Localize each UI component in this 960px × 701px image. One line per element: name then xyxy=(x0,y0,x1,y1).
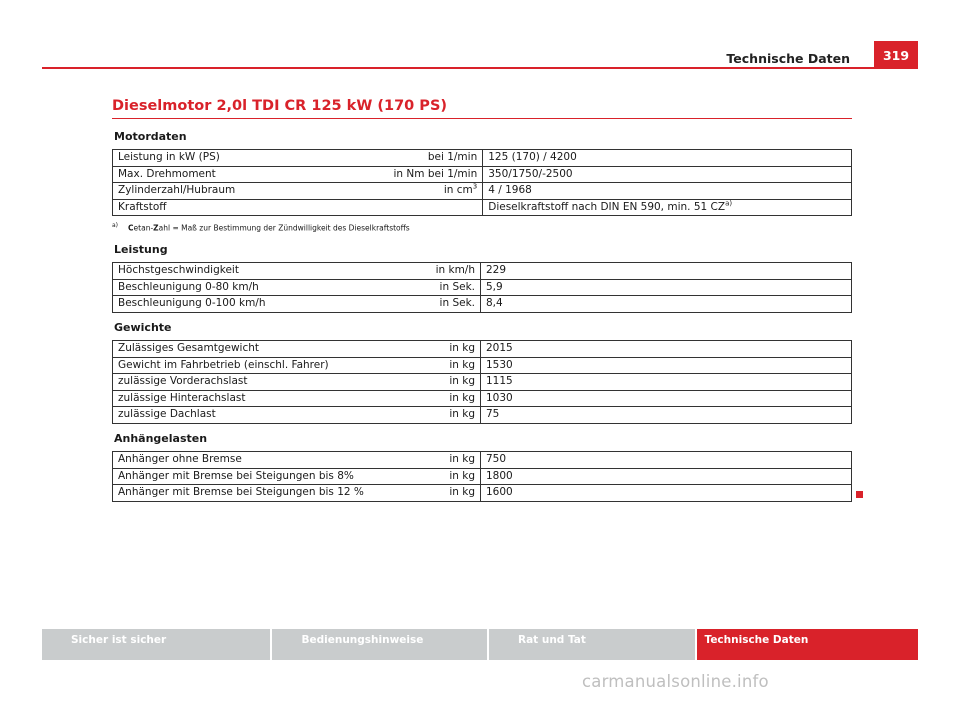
row-value xyxy=(483,199,852,216)
table-row xyxy=(113,452,852,469)
table-row xyxy=(113,166,852,183)
leistung-heading: Leistung xyxy=(114,243,168,256)
row-label: Anhänger mit Bremse bei Steigungen bis 12 % xyxy=(113,485,389,502)
gewichte-heading: Gewichte xyxy=(114,321,172,334)
end-of-section-square-icon xyxy=(856,491,863,498)
row-value: 1030 xyxy=(481,390,852,407)
row-unit: in kg xyxy=(389,468,481,485)
row-value: 75 xyxy=(481,407,852,424)
row-label: Max. Drehmoment xyxy=(113,166,389,183)
anhaengelasten-heading: Anhängelasten xyxy=(114,432,208,445)
row-label: Gewicht im Fahrbetrieb (einschl. Fahrer) xyxy=(113,357,389,374)
row-value: 350/1750/-2500 xyxy=(483,166,852,183)
row-unit xyxy=(389,183,483,200)
row-unit: in Nm bei 1/min xyxy=(389,166,483,183)
table-row xyxy=(113,150,852,167)
watermark: carmanualsonline.info xyxy=(582,672,769,691)
row-value: 229 xyxy=(481,263,852,280)
section-title: Dieselmotor 2,0l TDI CR 125 kW (170 PS) xyxy=(112,98,448,114)
footnote xyxy=(112,222,410,233)
row-value: 1800 xyxy=(481,468,852,485)
footer-tab-rat-und-tat[interactable]: Rat und Tat xyxy=(489,629,695,660)
table-row xyxy=(113,341,852,358)
footer-tab-bedienungshinweise[interactable]: Bedienungshinweise xyxy=(272,629,487,660)
row-value: 8,4 xyxy=(481,296,852,313)
header-title: Technische Daten xyxy=(726,51,850,66)
footer-tab-technische-daten[interactable]: Technische Daten xyxy=(697,629,918,660)
row-label: Zylinderzahl/Hubraum xyxy=(113,183,389,200)
gewichte-table xyxy=(112,340,852,424)
row-unit: bei 1/min xyxy=(389,150,483,167)
row-label: Kraftstoff xyxy=(113,199,389,216)
footnote-bold-c: C xyxy=(128,223,134,233)
footnote-mark: a) xyxy=(112,222,119,229)
leistung-table xyxy=(112,262,852,313)
header-rule xyxy=(42,67,918,69)
row-value: 1530 xyxy=(481,357,852,374)
table-row xyxy=(113,279,852,296)
table-row xyxy=(113,390,852,407)
row-unit: in Sek. xyxy=(389,296,481,313)
page-number-badge: 319 xyxy=(874,41,918,67)
table-row xyxy=(113,468,852,485)
footnote-bold-z: Z xyxy=(153,223,159,233)
table-row xyxy=(113,183,852,200)
footnote-reference: a) xyxy=(725,199,733,208)
footnote-text-1: etan- xyxy=(133,223,154,233)
anhaengelasten-table xyxy=(112,451,852,502)
row-value: 750 xyxy=(481,452,852,469)
motordaten-heading: Motordaten xyxy=(114,130,187,143)
row-label: Beschleunigung 0-100 km/h xyxy=(113,296,389,313)
table-row xyxy=(113,199,852,216)
row-label: zulässige Hinterachslast xyxy=(113,390,389,407)
unit-text: in cm xyxy=(443,184,473,197)
row-unit xyxy=(389,199,483,216)
table-row xyxy=(113,374,852,391)
row-label: Zulässiges Gesamtgewicht xyxy=(113,341,389,358)
row-value: 4 / 1968 xyxy=(483,183,852,200)
footnote-text-2: ahl = Maß zur Bestimmung der Zündwilligkeit des Dieselkraftstoffs xyxy=(158,223,410,233)
row-unit: in kg xyxy=(389,485,481,502)
table-row xyxy=(113,357,852,374)
row-label: Anhänger mit Bremse bei Steigungen bis 8% xyxy=(113,468,389,485)
row-unit: in kg xyxy=(389,407,481,424)
value-text: Dieselkraftstoff nach DIN EN 590, min. 51 CZ xyxy=(488,200,726,213)
section-rule xyxy=(112,118,852,119)
row-unit: in Sek. xyxy=(389,279,481,296)
row-label: zulässige Vorderachslast xyxy=(113,374,389,391)
row-unit: in kg xyxy=(389,452,481,469)
table-row xyxy=(113,407,852,424)
row-unit: in km/h xyxy=(389,263,481,280)
row-value: 125 (170) / 4200 xyxy=(483,150,852,167)
footer-nav xyxy=(42,629,918,660)
table-row xyxy=(113,263,852,280)
row-value: 1600 xyxy=(481,485,852,502)
row-label: Leistung in kW (PS) xyxy=(113,150,389,167)
row-value: 1115 xyxy=(481,374,852,391)
row-label: Beschleunigung 0-80 km/h xyxy=(113,279,389,296)
footer-tab-sicher-ist-sicher[interactable]: Sicher ist sicher xyxy=(42,629,270,660)
motordaten-table xyxy=(112,149,852,216)
row-value: 2015 xyxy=(481,341,852,358)
row-label: zulässige Dachlast xyxy=(113,407,389,424)
row-unit: in kg xyxy=(389,390,481,407)
row-unit: in kg xyxy=(389,341,481,358)
table-row xyxy=(113,296,852,313)
row-unit: in kg xyxy=(389,374,481,391)
table-row xyxy=(113,485,852,502)
row-label: Höchstgeschwindigkeit xyxy=(113,263,389,280)
row-value: 5,9 xyxy=(481,279,852,296)
row-label: Anhänger ohne Bremse xyxy=(113,452,389,469)
unit-superscript: 3 xyxy=(472,182,478,191)
row-unit: in kg xyxy=(389,357,481,374)
